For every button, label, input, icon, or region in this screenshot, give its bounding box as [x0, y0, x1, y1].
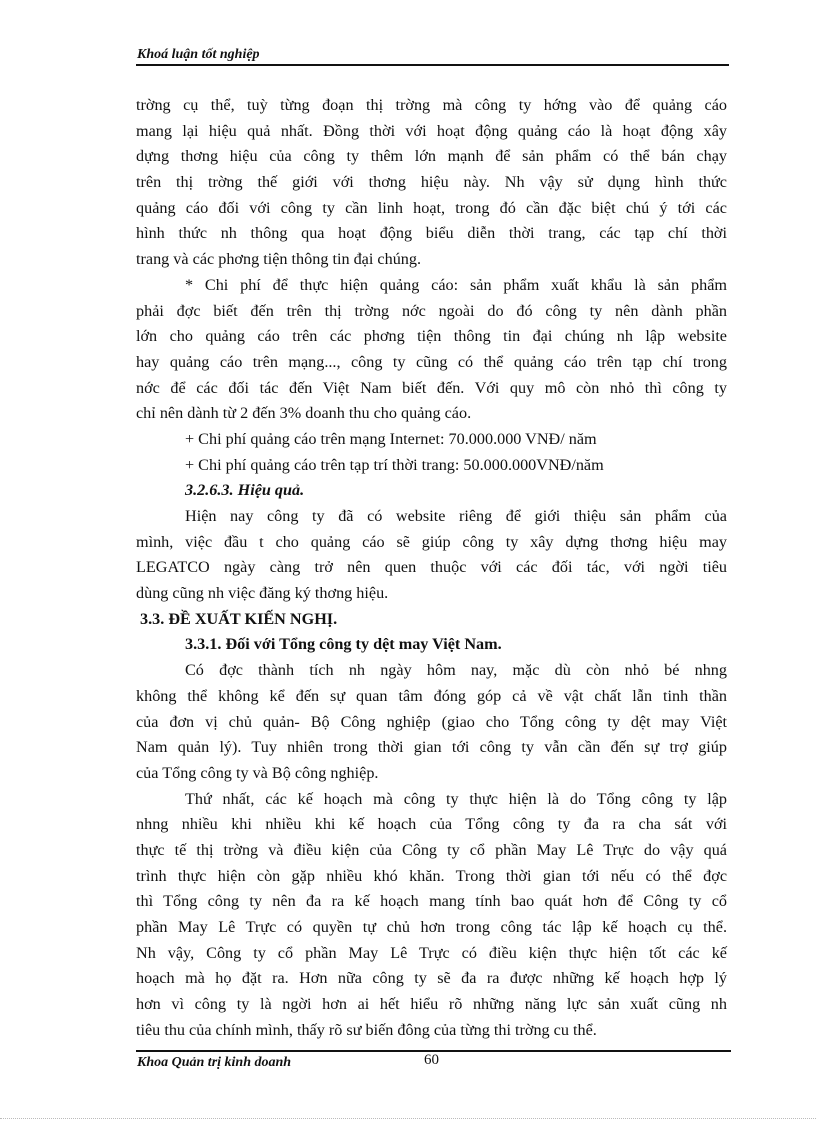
text-line: trờng cụ thể, tuỳ từng đoạn thị trờng mà công ty hớng vào để quảng cáo	[136, 96, 727, 114]
text-line: nhng nhiều khi nhiều khi kế hoạch của Tổng công ty đa ra cha sát với	[136, 815, 727, 834]
text-line: Hiện nay công ty đã có website riêng để giới thiệu sản phẩm của	[185, 507, 727, 525]
section-heading: 3.3. ĐỀ XUẤT KIẾN NGHỊ.	[140, 609, 338, 628]
text-line: dựng thơng hiệu của công ty thêm lớn mạnh để sản phẩm có thể bán chạy	[136, 147, 727, 166]
text-line: Nh vậy, Công ty cổ phần May Lê Trực có điều kiện thực hiện tốt các kế	[136, 943, 727, 962]
subsection-heading: 3.2.6.3. Hiệu quả.	[185, 481, 305, 500]
text-line: tiêu thu của chính mình, thấy rõ sư biến đông của từng thi trờng cu thể.	[136, 1020, 597, 1039]
footer-department: Khoa Quản trị kinh doanh	[137, 1055, 292, 1070]
text-line: thực tế thị trờng và điều kiện của Công ty cổ phần May Lê Trực do vậy quá	[136, 840, 727, 859]
text-line: của Tổng công ty và Bộ công nghiệp.	[136, 763, 379, 782]
text-line: hoạch mà họ đặt ra. Hơn nữa công ty sẽ đa ra được những kế hoạch hợp lý	[136, 969, 727, 988]
text-line: quảng cáo đối với công ty cần linh hoạt, trong đó cần đặc biệt chú ý tới các	[136, 198, 727, 217]
text-line: trình thực hiện còn gặp nhiều khó khăn. Trong thời gian tới nếu có thể đợc	[136, 866, 727, 885]
text-line: Nam quản lý). Tuy nhiên trong thời gian tới công ty vẫn cần đến sự trợ giúp	[136, 738, 727, 757]
subsection-heading: 3.3.1. Đối với Tổng công ty dệt may Việt Nam.	[185, 635, 502, 654]
page-number: 60	[424, 1052, 439, 1068]
text-line: trang và các phơng tiện thông tin đại chúng.	[136, 250, 422, 269]
text-line: Thứ nhất, các kế hoạch mà công ty thực hiện là do Tổng công ty lập	[185, 789, 727, 808]
page-edge-divider	[0, 1118, 816, 1119]
page-header-title: Khoá luận tốt nghiệp	[137, 47, 260, 62]
text-line: hơn vì công ty là ngời hơn ai hết hiểu rõ những năng lực sản xuất cũng nh	[136, 995, 727, 1014]
text-line: Có đợc thành tích nh ngày hôm nay, mặc dù còn nhỏ bé nhng	[185, 661, 727, 680]
text-line: LEGATCO ngày càng trở nên quen thuộc với các đối tác, với ngời tiêu	[136, 558, 727, 577]
text-line: phần May Lê Trực có quyền tự chủ hơn trong công tác lập kế hoạch cụ thể.	[136, 918, 727, 936]
text-line: phải đợc biết đến trên thị trờng nớc ngoài do đó công ty nên dành phần	[136, 301, 727, 320]
text-line: mang lại hiệu quả nhất. Đồng thời với hoạt động quảng cáo là hoạt động xây	[136, 121, 727, 140]
text-line: thì Tổng công ty nên đa ra kế hoạch mang tính bao quát hơn để Công ty cổ	[136, 892, 727, 911]
text-line: của đơn vị chủ quản- Bộ Công nghiệp (giao cho Tổng công ty dệt may Việt	[136, 712, 727, 731]
text-line: hay quảng cáo trên mạng..., công ty cũng có thể quảng cáo trên tạp chí trong	[136, 352, 727, 371]
text-line: mình, việc đầu t cho quảng cáo sẽ giúp công ty xây dựng thơng hiệu may	[136, 532, 727, 551]
text-line: hình thức nh thông qua hoạt động biểu diễn thời trang, các tạp chí thời	[136, 224, 727, 243]
text-line: * Chi phí để thực hiện quảng cáo: sản phẩm xuất khẩu là sản phẩm	[185, 275, 727, 294]
header-rule	[136, 64, 729, 66]
text-line: + Chi phí quảng cáo trên tạp trí thời trang: 50.000.000VNĐ/năm	[185, 455, 604, 474]
text-line: không thể không kể đến sự quan tâm đóng góp cả về vật chất lẫn tinh thần	[136, 686, 727, 705]
text-line: chỉ nên dành từ 2 đến 3% doanh thu cho quảng cáo.	[136, 404, 472, 423]
text-line: lớn cho quảng cáo trên các phơng tiện thông tin đại chúng nh lập website	[136, 327, 727, 346]
body-text	[136, 93, 727, 1043]
text-line: trên thị trờng thế giới với thơng hiệu này. Nh vậy sử dụng hình thức	[136, 173, 727, 192]
text-line: + Chi phí quảng cáo trên mạng Internet: 70.000.000 VNĐ/ năm	[185, 429, 597, 448]
text-line: nớc để các đối tác đến Việt Nam biết đến. Với quy mô còn nhỏ thì công ty	[136, 378, 727, 397]
text-line: dùng cũng nh việc đăng ký thơng hiệu.	[136, 584, 389, 603]
